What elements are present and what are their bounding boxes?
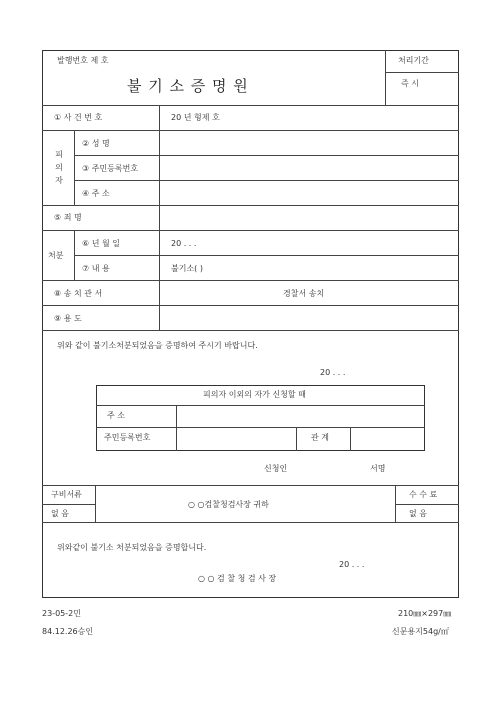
suspect-group-label xyxy=(54,148,64,187)
line xyxy=(395,485,396,522)
certify-date: 20 . . . xyxy=(339,560,365,569)
third-party-address-label: 주 소 xyxy=(107,411,125,420)
required-docs-value: 없 음 xyxy=(51,509,69,518)
line xyxy=(42,330,459,331)
line xyxy=(395,504,459,505)
period-hline xyxy=(385,72,459,73)
applicant-label: 신청인 xyxy=(264,464,288,473)
line xyxy=(74,180,459,181)
line xyxy=(74,130,75,205)
line xyxy=(74,155,459,156)
line xyxy=(42,230,459,231)
crime-label: ⑤ 죄 명 xyxy=(54,213,82,222)
certify-signature: ○ ○ 검 찰 청 검 사 장 xyxy=(198,574,277,583)
line xyxy=(42,485,459,486)
approval-date: 84.12.26승인 xyxy=(42,627,94,636)
transfer-office-label: ⑧ 송 치 관 서 xyxy=(54,289,103,298)
line xyxy=(42,504,95,505)
resident-number-label: ③ 주민등록번호 xyxy=(82,164,139,173)
line xyxy=(42,105,459,106)
addressee: ○ ○검찰청검사장 귀하 xyxy=(188,500,269,509)
period-label: 처리기간 xyxy=(398,56,429,65)
disposition-content-label: ⑦ 내 용 xyxy=(82,264,110,273)
period-divider xyxy=(385,50,386,105)
third-party-relation-label: 관 계 xyxy=(311,433,329,442)
line xyxy=(159,105,160,330)
fee-value: 없 음 xyxy=(409,509,427,518)
applicant-sign[interactable]: 서명 xyxy=(370,464,386,473)
line xyxy=(96,405,425,406)
disposition-date-label: ⑥ 년 월 일 xyxy=(82,239,120,248)
paper-type: 신문용지54g/㎡ xyxy=(392,627,449,636)
disposition-date-value[interactable]: 20 . . . xyxy=(171,239,197,248)
request-date[interactable]: 20 . . . xyxy=(320,368,346,377)
issue-number: 발행번호 제 호 xyxy=(57,56,109,65)
required-docs-label: 구비서류 xyxy=(51,490,82,499)
line xyxy=(42,205,459,206)
form-code: 23-05-2민 xyxy=(42,609,81,618)
suspect-group-text: 피의자 xyxy=(55,150,63,185)
line xyxy=(42,130,459,131)
line xyxy=(176,405,177,451)
form-title: 불 기 소 증 명 원 xyxy=(127,77,249,95)
line xyxy=(74,230,75,280)
paper-size: 210㎜×297㎜ xyxy=(398,609,452,618)
purpose-label: ⑨ 용 도 xyxy=(54,314,82,323)
case-number-label: ① 사 건 번 호 xyxy=(54,113,103,122)
third-party-id-label: 주민등록번호 xyxy=(104,433,151,442)
line xyxy=(42,305,459,306)
certify-text: 위와같이 불기소 처분되었음을 증명합니다. xyxy=(57,543,207,552)
line xyxy=(296,427,297,451)
line xyxy=(350,427,351,451)
line xyxy=(42,280,459,281)
request-text: 위와 같이 불기소처분되었음을 증명하여 주시기 바랍니다. xyxy=(57,341,258,350)
line xyxy=(95,485,96,522)
name-label: ② 성 명 xyxy=(82,139,110,148)
period-value: 즉 시 xyxy=(401,79,419,88)
third-party-title: 피의자 이외의 자가 신청할 때 xyxy=(203,390,306,399)
disposition-group-label: 처분 xyxy=(48,251,64,260)
address-label: ④ 주 소 xyxy=(82,189,110,198)
line xyxy=(96,427,425,428)
case-number-value[interactable]: 20 년 형제 호 xyxy=(171,113,220,122)
line xyxy=(74,255,459,256)
line xyxy=(42,522,459,523)
disposition-content-value[interactable]: 불기소( ) xyxy=(171,264,203,273)
transfer-office-value: 경찰서 송치 xyxy=(283,289,325,298)
fee-label: 수 수 료 xyxy=(409,490,438,499)
form-frame xyxy=(42,50,459,598)
